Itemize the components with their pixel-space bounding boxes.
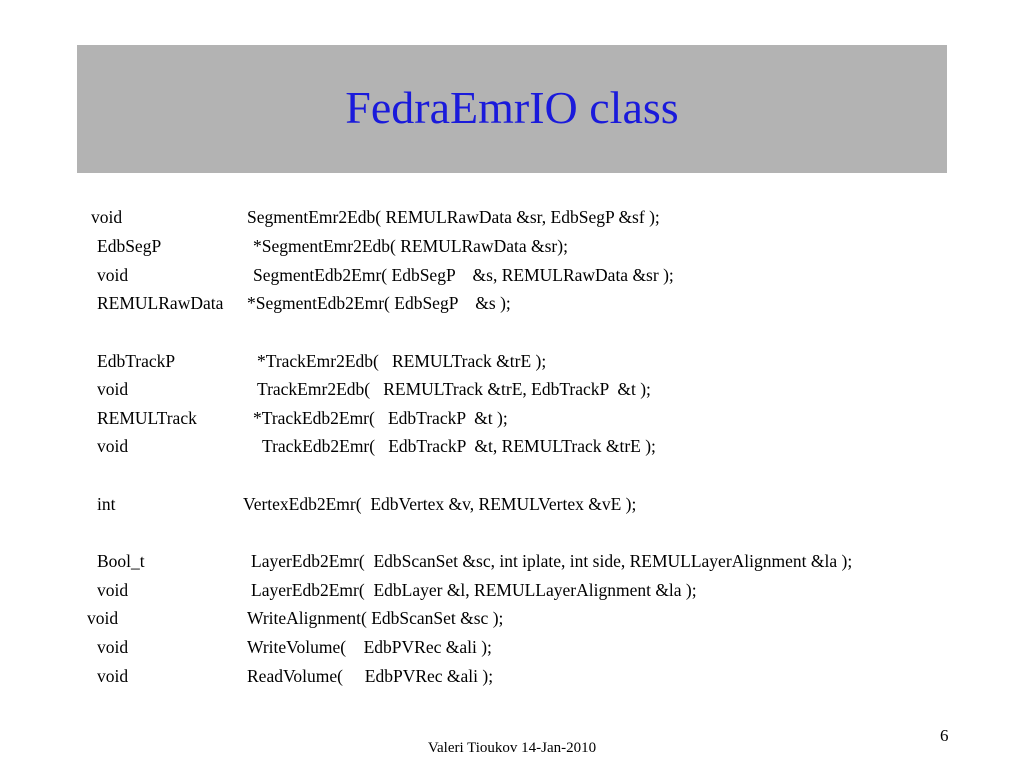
page-number: 6 xyxy=(940,726,949,745)
method-signature: LayerEdb2Emr( EdbLayer &l, REMULLayerAlignment &la ); xyxy=(251,580,697,600)
method-signature: VertexEdb2Emr( EdbVertex &v, REMULVertex &vE ); xyxy=(243,494,637,514)
return-type: REMULRawData xyxy=(97,293,224,313)
method-signature: WriteAlignment( EdbScanSet &sc ); xyxy=(247,608,504,628)
return-type: int xyxy=(97,494,116,514)
return-type: void xyxy=(97,265,129,285)
method-signature: LayerEdb2Emr( EdbScanSet &sc, int iplate, int side, REMULLayerAlignment &la ); xyxy=(251,551,853,571)
return-type: void xyxy=(87,608,119,628)
return-type: REMULTrack xyxy=(97,408,197,428)
method-signature: *TrackEmr2Edb( REMULTrack &trE ); xyxy=(257,351,547,371)
method-signature: *SegmentEdb2Emr( EdbSegP &s ); xyxy=(247,293,511,313)
slide-title: FedraEmrIO class xyxy=(345,81,679,133)
method-signature: SegmentEdb2Emr( EdbSegP &s, REMULRawData &sr ); xyxy=(253,265,674,285)
method-signature: TrackEmr2Edb( REMULTrack &trE, EdbTrackP &t ); xyxy=(257,379,651,399)
slide-footer: Valeri Tioukov 14-Jan-2010 xyxy=(427,740,597,756)
method-signature: SegmentEmr2Edb( REMULRawData &sr, EdbSegP &sf ); xyxy=(247,207,660,227)
method-signature: *SegmentEmr2Edb( REMULRawData &sr); xyxy=(253,236,568,256)
return-type: void xyxy=(97,379,129,399)
method-signature: *TrackEdb2Emr( EdbTrackP &t ); xyxy=(253,408,508,428)
method-signature: TrackEdb2Emr( EdbTrackP &t, REMULTrack &trE ); xyxy=(262,436,656,456)
return-type: EdbTrackP xyxy=(97,351,176,371)
method-signature: ReadVolume( EdbPVRec &ali ); xyxy=(247,666,494,686)
method-signature: WriteVolume( EdbPVRec &ali ); xyxy=(247,637,492,657)
return-type: void xyxy=(97,436,129,456)
return-type: void xyxy=(91,207,123,227)
return-type: void xyxy=(97,637,129,657)
return-type: void xyxy=(97,580,129,600)
return-type: Bool_t xyxy=(97,551,145,571)
title-band xyxy=(77,45,947,173)
return-type: void xyxy=(97,666,129,686)
return-type: EdbSegP xyxy=(97,236,162,256)
